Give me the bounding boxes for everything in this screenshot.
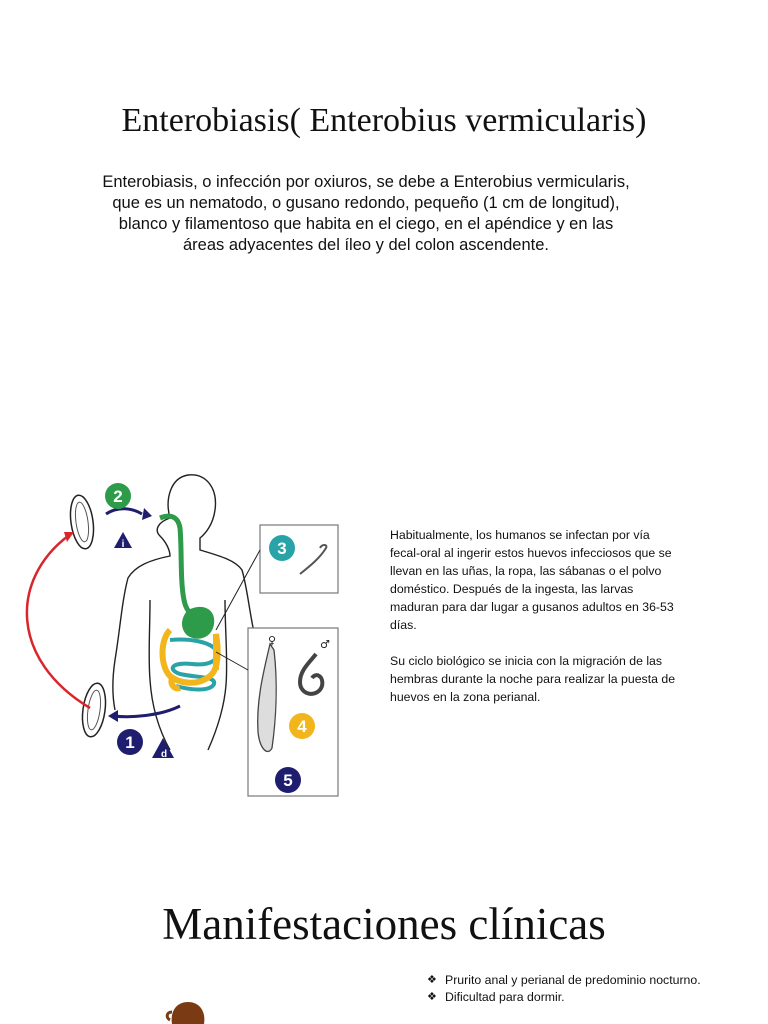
symptom-list xyxy=(425,972,725,1005)
esophagus-shape xyxy=(160,516,195,616)
step-3-number: 3 xyxy=(277,539,287,558)
life-cycle-illustration xyxy=(20,470,370,810)
person-image xyxy=(160,998,210,1024)
egg-laying-arrow xyxy=(114,706,180,717)
red-cycle-arrow xyxy=(27,536,90,708)
section-heading: Manifestaciones clínicas xyxy=(162,899,606,949)
diamond-bullet-icon: ❖ xyxy=(427,990,437,1003)
life-cycle-diagram xyxy=(20,470,370,810)
step-2-number: 2 xyxy=(113,487,123,506)
female-symbol: ♀ xyxy=(268,634,277,647)
egg-lower-shape xyxy=(79,682,108,739)
side-paragraph-2: Su ciclo biológico se inicia con la migración de las hembras durante la noche para realizar la puesta de huevos en la zona perianal. xyxy=(390,654,676,704)
step-1-number: 1 xyxy=(125,733,135,752)
list-item xyxy=(425,972,725,989)
male-symbol: ♂ xyxy=(320,638,330,651)
step-4-number: 4 xyxy=(297,717,307,736)
intro-paragraph: Enterobiasis, o infección por oxiuros, se debe a Enterobius vermicularis, que es un nematodo, o gusano redondo, pequeño (1 cm de longitud), blanco y filamentoso que habita en el ciego, en el apéndice y en las áreas adyacentes del íleo y del colon ascendente. xyxy=(102,173,630,254)
egg-upper-shape xyxy=(67,494,96,551)
marker-i-label: i xyxy=(121,539,125,550)
pointer-line-3 xyxy=(216,550,260,630)
life-cycle-description xyxy=(390,526,680,724)
list-item-text: Prurito anal y perianal de predominio nocturno. xyxy=(445,973,701,987)
list-item-text: Dificultad para dormir. xyxy=(445,989,565,1004)
ingestion-arrow xyxy=(106,509,142,514)
list-item xyxy=(425,989,725,1006)
step-5-number: 5 xyxy=(283,771,293,790)
marker-d-label: d xyxy=(160,749,168,760)
pointer-line-45 xyxy=(216,652,248,670)
side-paragraph-1: Habitualmente, los humanos se infectan por vía fecal-oral al ingerir estos huevos infecciosos que se llevan en las uñas, la ropa, las sábanas o el polvo doméstico. Después de la ingesta, las larvas maduran para dar lugar a gusanos adultos en 36-53 días. xyxy=(390,528,674,632)
larva-box xyxy=(260,525,338,593)
diamond-bullet-icon: ❖ xyxy=(427,974,437,986)
stomach-shape xyxy=(182,607,214,639)
page-title: Enterobiasis( Enterobius vermicularis) xyxy=(121,102,647,139)
